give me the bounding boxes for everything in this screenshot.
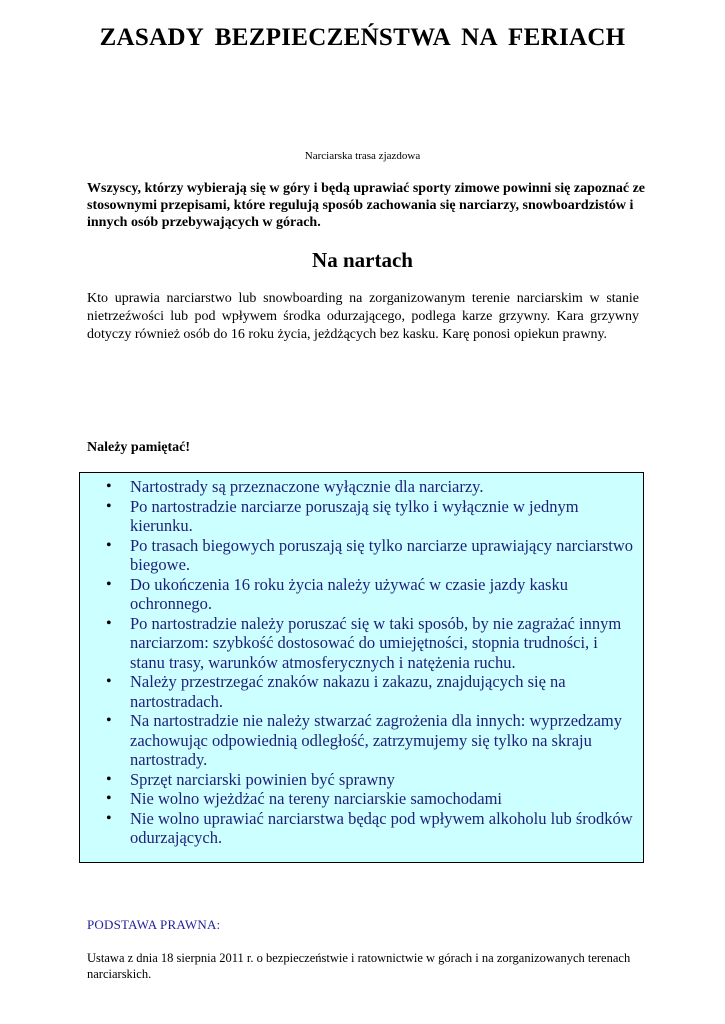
rule-item — [80, 536, 635, 575]
page-title: ZASADY BEZPIECZEŃSTWA NA FERIACH — [99, 24, 626, 51]
body-paragraph: Kto uprawia narciarstwo lub snowboarding na zorganizowanym terenie narciarskim w stanie nietrzeźwości lub pod wpływem środka odurzającego, podlega karze grzywny. Kara grzywny dotyczy również osób do 16 roku życia, jeżdżących bez kasku. Karę ponosi opiekun prawny. — [87, 291, 639, 342]
bullet-icon: • — [106, 478, 112, 495]
rule-item — [80, 770, 635, 790]
bullet-icon: • — [106, 712, 112, 729]
rules-list — [80, 477, 635, 848]
bullet-icon: • — [106, 770, 112, 788]
rule-item — [80, 711, 635, 770]
image-caption: Narciarska trasa zjazdowa — [304, 150, 421, 162]
intro-paragraph: Wszyscy, którzy wybierają się w góry i będą uprawiać sporty zimowe powinni się zapoznać ze stosownymi przepisami, które regulują sposób zachowania się narciarzy, snowboardzistów i innych osób przebywających w górach. — [87, 181, 645, 230]
rule-item — [80, 497, 635, 536]
rule-item — [80, 477, 635, 497]
bullet-icon: • — [106, 809, 112, 827]
rule-text: Do ukończenia 16 roku życia należy używać w czasie jazdy kasku ochronnego. — [130, 574, 568, 613]
rule-text: Po nartostradzie narciarze poruszają się tylko i wyłącznie w jednym kierunku. — [130, 496, 579, 535]
bullet-icon: • — [106, 497, 112, 515]
rule-text: Nie wolno wjeżdżać na tereny narciarskie samochodami — [130, 789, 503, 808]
bullet-icon: • — [106, 790, 112, 807]
rule-text: Sprzęt narciarski powinien być sprawny — [130, 769, 395, 789]
rule-item — [80, 809, 635, 848]
bullet-icon: • — [106, 614, 112, 632]
rule-item — [80, 789, 635, 809]
rule-text: Na nartostradzie nie należy stwarzać zagrożenia dla innych: wyprzedzamy zachowując odpowiednią odległość, zatrzymujemy się tylko na skraju nartostrady. — [130, 711, 623, 769]
rule-text: Nartostrady są przeznaczone wyłącznie dla narciarzy. — [130, 477, 484, 496]
legal-basis-label: PODSTAWA PRAWNA: — [87, 917, 221, 932]
bullet-icon: • — [106, 536, 112, 554]
rule-text: Należy przestrzegać znaków nakazu i zakazu, znajdujących się na nartostradach. — [130, 672, 566, 711]
rule-item — [80, 614, 635, 673]
legal-basis-text: Ustawa z dnia 18 sierpnia 2011 r. o bezpieczeństwie i ratownictwie w górach i na zorganizowanych terenach narciarskich. — [87, 951, 631, 981]
rule-item — [80, 575, 635, 614]
rules-box — [79, 472, 644, 863]
bullet-icon: • — [106, 575, 112, 593]
rule-text: Nie wolno uprawiać narciarstwa będąc pod wpływem alkoholu lub środków odurzających. — [130, 808, 633, 847]
rule-text: Po trasach biegowych poruszają się tylko narciarze uprawiający narciarstwo biegowe. — [130, 535, 634, 574]
section-heading: Na nartach — [312, 248, 413, 272]
bullet-icon: • — [106, 673, 112, 690]
reminder-heading: Należy pamiętać! — [87, 440, 191, 455]
rule-text: Po nartostradzie należy poruszać się w taki sposób, by nie zagrażać innym narciarzom: szybkość dostosować do umiejętności, stopnia trudności, i stanu trasy, warunków atmosferycznych i natężenia ruchu. — [130, 613, 622, 672]
rule-item — [80, 672, 635, 711]
